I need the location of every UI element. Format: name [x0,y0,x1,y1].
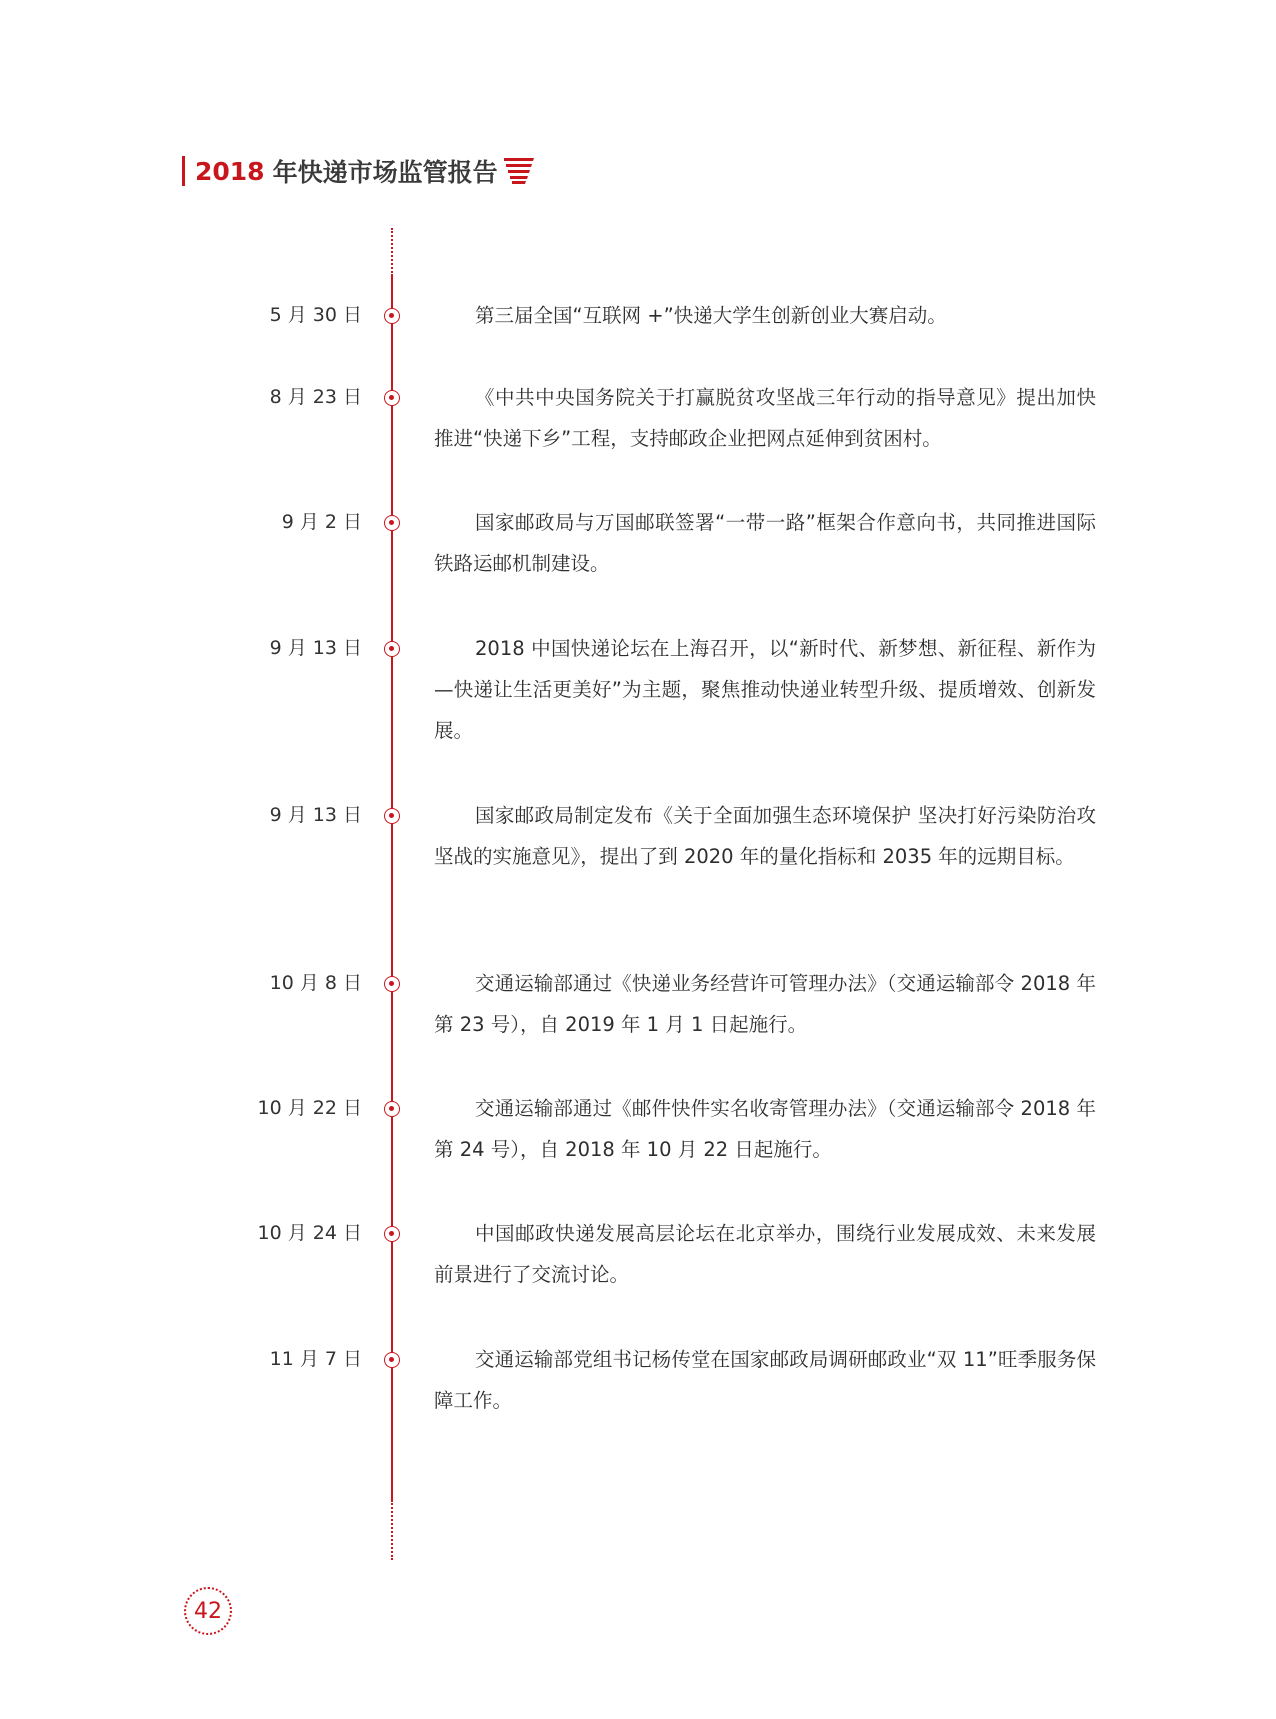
timeline-event-text: 国家邮政局与万国邮联签署“一带一路”框架合作意向书，共同推进国际铁路运邮机制建设。 [434,511,1096,575]
header-year: 2018 [195,156,265,186]
timeline-node-icon [384,1352,400,1368]
timeline-date: 8 月 23 日 [269,386,362,408]
timeline-node-icon [384,390,400,406]
timeline-event-text: 交通运输部党组书记杨传堂在国家邮政局调研邮政业“双 11”旺季服务保障工作。 [434,1348,1096,1412]
timeline-event-text: 国家邮政局制定发布《关于全面加强生态环境保护 坚决打好污染防治攻坚战的实施意见》，提出了到 2020 年的量化指标和 2035 年的远期目标。 [434,804,1096,868]
timeline-event-text: 《中共中央国务院关于打赢脱贫攻坚战三年行动的指导意见》提出加快推进“快递下乡”工程，支持邮政企业把网点延伸到贫困村。 [434,386,1096,450]
timeline-node-icon [384,808,400,824]
header-accent-bar [182,156,185,186]
header-stripes-icon [504,158,534,184]
timeline-date: 9 月 2 日 [281,511,362,533]
timeline-node-icon [384,308,400,324]
timeline-node-icon [384,976,400,992]
page-number: 42 [184,1587,232,1635]
timeline-date: 9 月 13 日 [269,637,362,659]
timeline-date: 9 月 13 日 [269,804,362,826]
timeline-event-text: 第三届全国“互联网 +”快递大学生创新创业大赛启动。 [475,304,947,327]
timeline-node-icon [384,1101,400,1117]
timeline-node-icon [384,1226,400,1242]
timeline-line-dotted-top [391,228,393,276]
timeline-date: 10 月 8 日 [269,972,362,994]
timeline-event-text: 中国邮政快递发展高层论坛在北京举办，围绕行业发展成效、未来发展前景进行了交流讨论。 [434,1222,1096,1286]
timeline-date: 10 月 22 日 [257,1097,362,1119]
timeline-event-text: 交通运输部通过《邮件快件实名收寄管理办法》（交通运输部令 2018 年第 24 号），自 2018 年 10 月 22 日起施行。 [434,1097,1096,1161]
timeline-date: 11 月 7 日 [269,1348,362,1370]
timeline-event-text: 交通运输部通过《快递业务经营许可管理办法》（交通运输部令 2018 年第 23 号），自 2019 年 1 月 1 日起施行。 [434,972,1096,1036]
timeline-line [391,276,393,1500]
timeline-date: 5 月 30 日 [269,304,362,326]
timeline-date: 10 月 24 日 [257,1222,362,1244]
timeline-line-dotted-bottom [391,1500,393,1560]
timeline-event-text: 2018 中国快递论坛在上海召开，以“新时代、新梦想、新征程、新作为—快递让生活更美好”为主题，聚焦推动快递业转型升级、提质增效、创新发展。 [434,637,1096,742]
header-title: 年快递市场监管报告 [272,158,498,187]
timeline-node-icon [384,515,400,531]
timeline-node-icon [384,641,400,657]
report-header [182,156,534,186]
